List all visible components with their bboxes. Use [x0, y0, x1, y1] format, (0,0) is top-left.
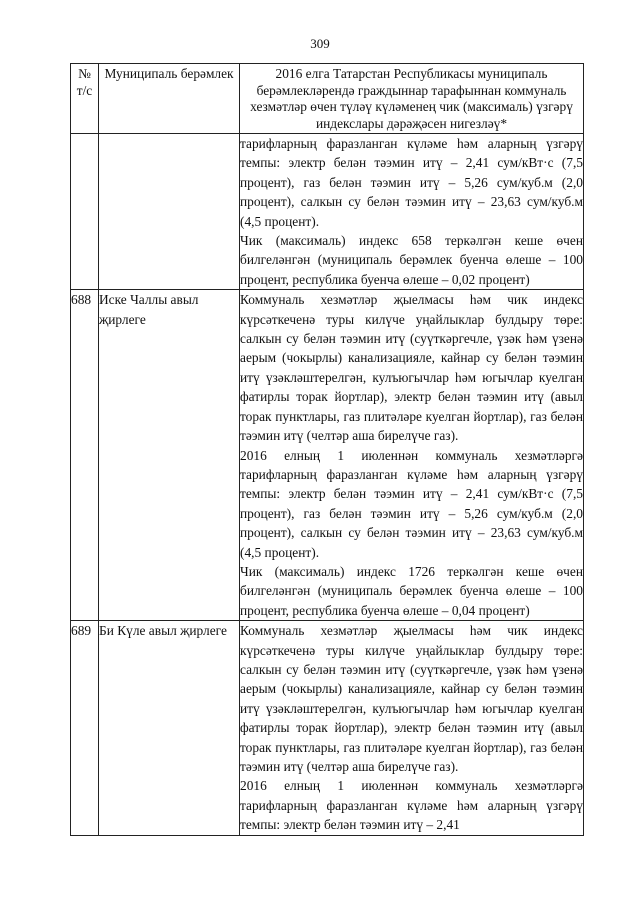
row-paragraph: 2016 елның 1 июленнән коммуналь хезмәтләргә тарифларның фаразланган күләме һәм аларның үзгәрү темпы: электр белән тәэмин итү – 2,41: [240, 778, 583, 833]
table-header-row: [71, 64, 584, 134]
row-paragraph: Чик (максималь) индекс 658 теркәлгән кеше өчен билгеләнгән (муниципаль берәмлек буенча өлеше – 100 процент, республика буенча өлеше – 0,02 процент): [240, 233, 583, 287]
row-municipality: [99, 134, 240, 290]
header-num: № т/с: [71, 64, 99, 134]
row-number: 688: [71, 290, 99, 621]
indices-table: [70, 63, 584, 836]
table-row: [71, 621, 584, 835]
row-number: 689: [71, 621, 99, 835]
header-municipality: Муниципаль берәмлек: [99, 64, 240, 134]
row-municipality: Иске Чаллы авыл җирлеге: [99, 290, 240, 621]
row-number: [71, 134, 99, 290]
row-paragraph: Коммуналь хезмәтләр җыелмасы һәм чик индекс күрсәткеченә туры килүче уңайлыклар булдыру төре: салкын су белән тәэмин итү (суүткәргечле, үзәк һәм үзенә аерым (чокырлы) канализацияле, кайнар су белән тәэмин итү үзәкләштерелгән, кулъюгычлар һәм югычлар куелган фатирлы торак йортлар), электр белән тәэмин итү (авыл торак пунктлары, газ плитәләре куелган йортлар), газ белән тәэмин итү (челтәр аша бирелүче газ).: [240, 292, 583, 444]
row-paragraph: Коммуналь хезмәтләр җыелмасы һәм чик индекс күрсәткеченә туры килүче уңайлыклар булдыру төре: салкын су белән тәэмин итү (суүткәргечле, үзәк һәм үзенә аерым (чокырлы) канализацияле, кайнар су белән тәэмин итү үзәкләштерелгән, кулъюгычлар һәм югычлар куелган фатирлы торак йортлар), электр белән тәэмин итү (авыл торак пунктлары, газ плитәләре куелган йортлар), газ белән тәэмин итү (челтәр аша бирелүче газ).: [240, 623, 583, 774]
row-paragraph: 2016 елның 1 июленнән коммуналь хезмәтләргә тарифларның фаразланган күләме һәм аларның үзгәрү темпы: электр белән тәэмин итү – 2,41 сум/кВт·с (7,5 процент), газ белән тәэмин итү – 5,26 сум/куб.м (2,0 процент), салкын су белән тәэмин итү – 23,63 сум/куб.м (4,5 процент).: [240, 447, 583, 560]
page-number: 309: [310, 36, 330, 51]
header-description: 2016 елга Татарстан Республикасы муниципаль берәмлекләрендә граждыннар тарафыннан коммуналь хезмәтләр өчен түләү күләменең чик (максималь) үзгәрү индекслары дәрәҗәсен нигезләү*: [240, 64, 584, 134]
row-description: [240, 290, 584, 621]
row-paragraph: Чик (максималь) индекс 1726 теркәлгән кеше өчен билгеләнгән (муниципаль берәмлек буенча өлеше – 100 процент, республика буенча өлеше – 0,04 процент): [240, 563, 583, 618]
row-description: [240, 621, 584, 835]
row-municipality: Би Күле авыл җирлеге: [99, 621, 240, 835]
row-paragraph: тарифларның фаразланган күләме һәм аларның үзгәрү темпы: электр белән тәэмин итү – 2,41 сум/кВт·с (7,5 процент), газ белән тәэмин итү – 5,26 сум/куб.м (2,0 процент), салкын су белән тәэмин итү – 23,63 сум/куб.м (4,5 процент).: [240, 136, 583, 229]
table-row: [71, 134, 584, 290]
table-row: [71, 290, 584, 621]
row-description: [240, 134, 584, 290]
